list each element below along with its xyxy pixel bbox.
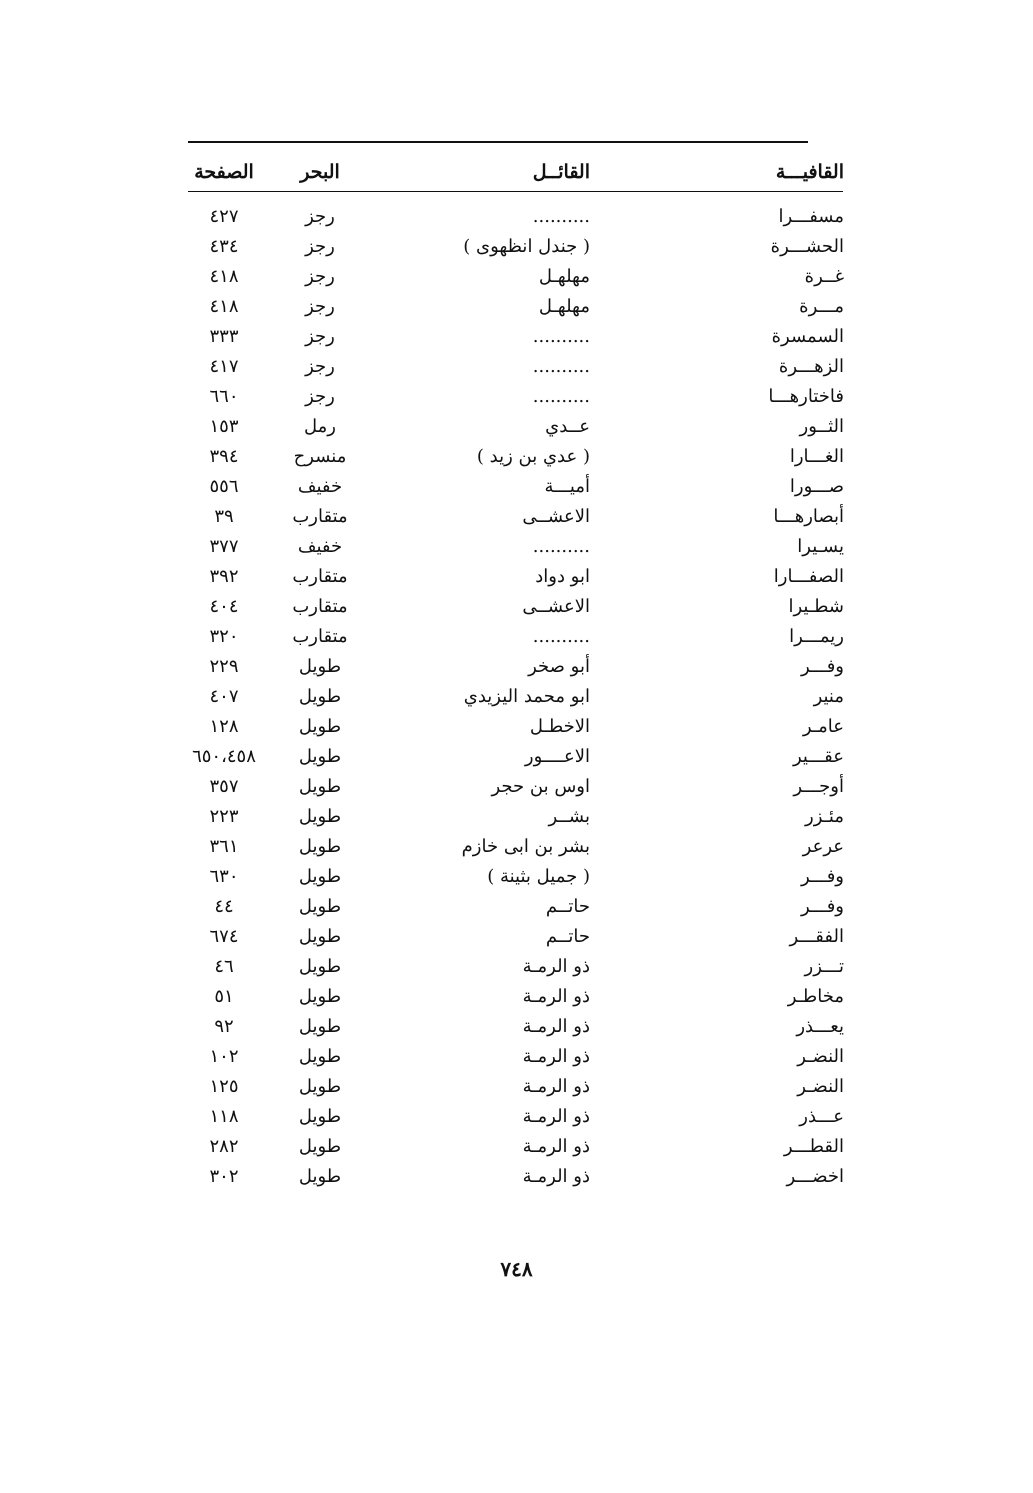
rhyme-cell: ريمـــرا xyxy=(789,626,844,647)
table-row xyxy=(180,262,850,292)
page-cell: ٣٩٤ xyxy=(209,446,239,467)
table-row xyxy=(180,772,850,802)
page-cell: ٣٩ xyxy=(214,506,234,527)
rhyme-cell: شطـيرا xyxy=(788,596,844,617)
meter-cell: طويل xyxy=(298,956,342,977)
table-row xyxy=(180,532,850,562)
rhyme-cell: اخضـــر xyxy=(786,1166,844,1187)
rhyme-cell: وفـــر xyxy=(800,896,844,917)
meter-cell: متقارب xyxy=(292,566,348,587)
table-row xyxy=(180,862,850,892)
rhyme-index-table xyxy=(180,150,850,1192)
rhyme-cell: أوجـــر xyxy=(793,776,844,797)
table-row xyxy=(180,622,850,652)
page-cell: ٣٣٣ xyxy=(209,326,239,347)
table-row xyxy=(180,562,850,592)
meter-cell: طويل xyxy=(298,686,342,707)
page-cell: ٥٥٦ xyxy=(209,476,239,497)
rhyme-cell: النضـر xyxy=(797,1046,844,1067)
header-page: الصفحة xyxy=(194,161,254,183)
rhyme-cell: الحشـــرة xyxy=(770,236,844,257)
meter-cell: رمل xyxy=(304,416,336,437)
rhyme-cell: الغـــارا xyxy=(789,446,844,467)
table-row xyxy=(180,382,850,412)
table-row xyxy=(180,592,850,622)
poet-cell: .......... xyxy=(532,206,590,227)
poet-cell: ذو الرمـة xyxy=(522,956,590,977)
meter-cell: منسرح xyxy=(293,446,347,467)
header-poet: القائــل xyxy=(532,161,590,183)
table-row xyxy=(180,322,850,352)
table-row xyxy=(180,232,850,262)
table-row xyxy=(180,292,850,322)
poet-cell: ذو الرمـة xyxy=(522,1106,590,1127)
poet-cell: اوس بن حجر xyxy=(491,776,590,797)
meter-cell: خفيف xyxy=(297,476,343,497)
poet-cell: الاخطـل xyxy=(529,716,590,737)
table-body xyxy=(180,202,850,1192)
rhyme-cell: عامـر xyxy=(802,716,844,737)
page-cell: ١٠٢ xyxy=(209,1046,239,1067)
rhyme-cell: وفـــر xyxy=(800,656,844,677)
poet-cell: ذو الرمـة xyxy=(522,1136,590,1157)
table-row xyxy=(180,922,850,952)
table-row xyxy=(180,742,850,772)
poet-cell: أبو صخر xyxy=(528,656,590,677)
page-cell: ٣٠٢ xyxy=(209,1166,239,1187)
page-cell: ٢٨٢ xyxy=(209,1136,239,1157)
poet-cell: ذو الرمـة xyxy=(522,986,590,1007)
rhyme-cell: مئـزر xyxy=(805,806,844,827)
meter-cell: طويل xyxy=(298,1166,342,1187)
table-row xyxy=(180,802,850,832)
poet-cell: ذو الرمـة xyxy=(522,1046,590,1067)
table-row xyxy=(180,442,850,472)
page-cell: ١١٨ xyxy=(209,1106,239,1127)
table-row xyxy=(180,652,850,682)
meter-cell: رجز xyxy=(305,296,335,317)
header-meter: البحر xyxy=(300,161,340,183)
meter-cell: طويل xyxy=(298,836,342,857)
page-cell: ٣٦١ xyxy=(209,836,239,857)
poet-cell: ابو محمد اليزيدي xyxy=(463,686,590,707)
rhyme-cell: فاختارهـــا xyxy=(768,386,844,407)
rhyme-cell: عقـــير xyxy=(792,746,844,767)
rhyme-cell: عرعر xyxy=(802,836,844,857)
rhyme-cell: السمسرة xyxy=(771,326,844,347)
poet-cell: مهلهـل xyxy=(538,296,590,317)
page-cell: ٤٦ xyxy=(214,956,234,977)
table-row xyxy=(180,502,850,532)
page-cell: ٣٥٧ xyxy=(209,776,239,797)
page-cell: ٤٠٧ xyxy=(209,686,239,707)
meter-cell: رجز xyxy=(305,356,335,377)
meter-cell: طويل xyxy=(298,656,342,677)
poet-cell: ابو دواد xyxy=(535,566,590,587)
table-row xyxy=(180,1012,850,1042)
meter-cell: طويل xyxy=(298,776,342,797)
page-cell: ١٢٨ xyxy=(209,716,239,737)
poet-cell: .......... xyxy=(532,536,590,557)
page-cell: ٦٣٠ xyxy=(209,866,239,887)
top-rule xyxy=(188,141,808,143)
meter-cell: طويل xyxy=(298,806,342,827)
poet-cell: .......... xyxy=(532,626,590,647)
meter-cell: طويل xyxy=(298,1046,342,1067)
meter-cell: طويل xyxy=(298,1106,342,1127)
table-row xyxy=(180,712,850,742)
page-cell: ٤١٨ xyxy=(209,266,239,287)
table-row xyxy=(180,982,850,1012)
table-header-row xyxy=(180,150,850,198)
table-row xyxy=(180,202,850,232)
rhyme-cell: تـــزر xyxy=(804,956,844,977)
meter-cell: طويل xyxy=(298,1076,342,1097)
table-row xyxy=(180,682,850,712)
table-row xyxy=(180,412,850,442)
table-row xyxy=(180,832,850,862)
table-row xyxy=(180,952,850,982)
rhyme-cell: أبصارهـــا xyxy=(773,506,844,527)
page-cell: ٤١٨ xyxy=(209,296,239,317)
rhyme-cell: الثــور xyxy=(799,416,844,437)
rhyme-cell: غــرة xyxy=(804,266,844,287)
table-row xyxy=(180,1042,850,1072)
page-cell: ١٥٣ xyxy=(209,416,239,437)
table-row xyxy=(180,1162,850,1192)
page-cell: ٤٠٤ xyxy=(209,596,239,617)
page-cell: ٣٢٠ xyxy=(209,626,239,647)
meter-cell: متقارب xyxy=(292,506,348,527)
rhyme-cell: مسفـــرا xyxy=(778,206,844,227)
poet-cell: بشر بن ابى خازم xyxy=(461,836,590,857)
page-cell: ٦٥٠،٤٥٨ xyxy=(192,746,256,767)
rhyme-cell: صـــورا xyxy=(789,476,844,497)
meter-cell: طويل xyxy=(298,716,342,737)
rhyme-cell: الصفـــارا xyxy=(773,566,844,587)
meter-cell: متقارب xyxy=(292,596,348,617)
poet-cell: .......... xyxy=(532,386,590,407)
page-cell: ١٢٥ xyxy=(209,1076,239,1097)
meter-cell: متقارب xyxy=(292,626,348,647)
meter-cell: رجز xyxy=(305,236,335,257)
poet-cell: .......... xyxy=(532,326,590,347)
page-cell: ٩٢ xyxy=(214,1016,234,1037)
page-cell: ٣٩٢ xyxy=(209,566,239,587)
poet-cell: عــدي xyxy=(545,416,590,437)
rhyme-cell: يسـيرا xyxy=(797,536,844,557)
meter-cell: طويل xyxy=(298,746,342,767)
meter-cell: طويل xyxy=(298,1136,342,1157)
table-row xyxy=(180,892,850,922)
meter-cell: طويل xyxy=(298,926,342,947)
header-rhyme: القافيـــة xyxy=(775,161,844,183)
meter-cell: طويل xyxy=(298,1016,342,1037)
poet-cell: مهلهـل xyxy=(538,266,590,287)
poet-cell: بشــر xyxy=(548,806,590,827)
poet-cell: الاعشــى xyxy=(522,506,590,527)
poet-cell: الاعــــور xyxy=(524,746,590,767)
rhyme-cell: وفـــر xyxy=(800,866,844,887)
meter-cell: رجز xyxy=(305,326,335,347)
meter-cell: رجز xyxy=(305,206,335,227)
poet-cell: .......... xyxy=(532,356,590,377)
poet-cell: ( جميل بثينة ) xyxy=(487,866,590,887)
table-row xyxy=(180,1072,850,1102)
poet-cell: حاتــم xyxy=(545,896,590,917)
rhyme-cell: الزهـــرة xyxy=(778,356,844,377)
page-cell: ٤٣٤ xyxy=(209,236,239,257)
page-cell: ٦٧٤ xyxy=(209,926,239,947)
rhyme-cell: مخاطـر xyxy=(787,986,844,1007)
page-cell: ٣٧٧ xyxy=(209,536,239,557)
rhyme-cell: النضـر xyxy=(797,1076,844,1097)
poet-cell: ذو الرمـة xyxy=(522,1166,590,1187)
page-cell: ٢٢٩ xyxy=(209,656,239,677)
poet-cell: ( عدي بن زيد ) xyxy=(476,446,590,467)
poet-cell: ذو الرمـة xyxy=(522,1076,590,1097)
poet-cell: أميـــة xyxy=(544,476,590,497)
table-row xyxy=(180,352,850,382)
page-cell: ٤٢٧ xyxy=(209,206,239,227)
rhyme-cell: القطـــر xyxy=(783,1136,844,1157)
table-row xyxy=(180,1132,850,1162)
meter-cell: طويل xyxy=(298,866,342,887)
rhyme-cell: الفقـــر xyxy=(789,926,844,947)
rhyme-cell: عـــذر xyxy=(799,1106,844,1127)
meter-cell: رجز xyxy=(305,386,335,407)
table-row xyxy=(180,1102,850,1132)
poet-cell: ذو الرمـة xyxy=(522,1016,590,1037)
meter-cell: طويل xyxy=(298,896,342,917)
poet-cell: ( جندل انظهوى ) xyxy=(463,236,590,257)
poet-cell: الاعشــى xyxy=(522,596,590,617)
meter-cell: طويل xyxy=(298,986,342,1007)
page-cell: ٦٦٠ xyxy=(209,386,239,407)
poet-cell: حاتــم xyxy=(545,926,590,947)
page-cell: ٢٢٣ xyxy=(209,806,239,827)
page-cell: ٤٤ xyxy=(214,896,234,917)
rhyme-cell: منير xyxy=(813,686,844,707)
table-row xyxy=(180,472,850,502)
rhyme-cell: مـــرة xyxy=(799,296,844,317)
rhyme-cell: يعـــذر xyxy=(796,1016,844,1037)
meter-cell: خفيف xyxy=(297,536,343,557)
page-cell: ٥١ xyxy=(214,986,234,1007)
meter-cell: رجز xyxy=(305,266,335,287)
page-cell: ٤١٧ xyxy=(209,356,239,377)
page-number: ٧٤٨ xyxy=(500,1257,533,1281)
